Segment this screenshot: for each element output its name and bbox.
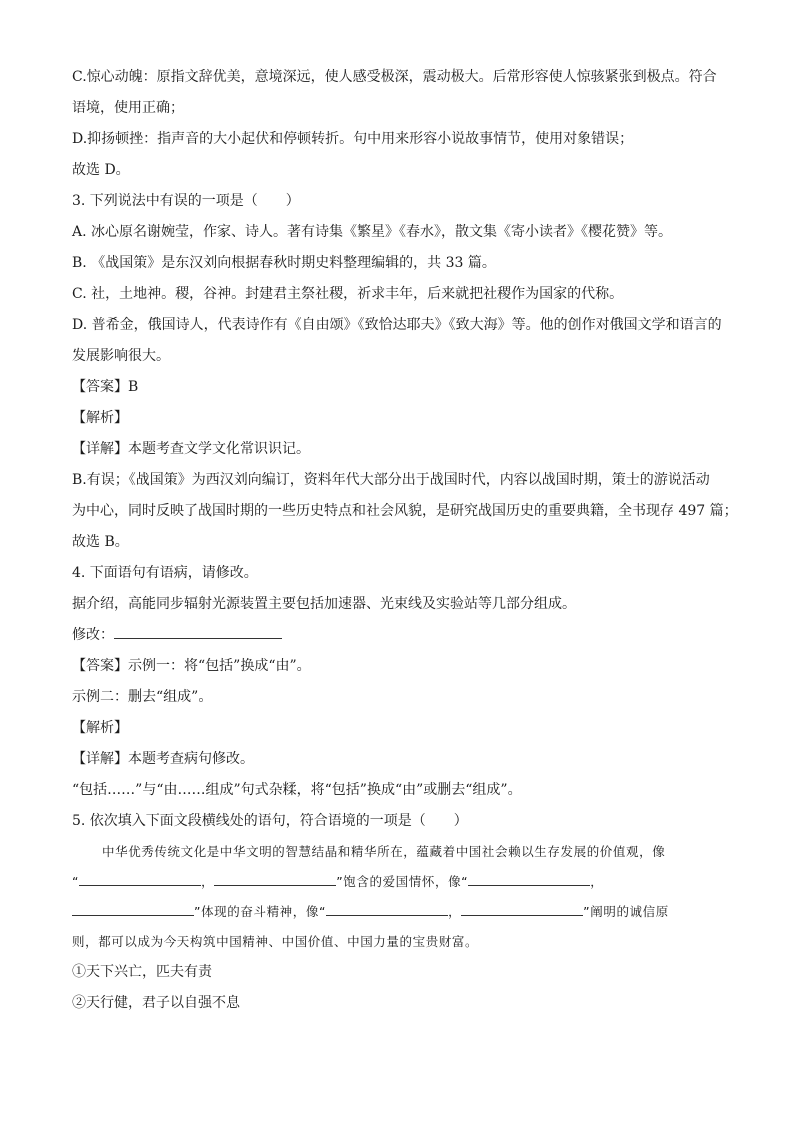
q2-option-c-line1: C.惊心动魄：原指文辞优美，意境深远，使人感受极深，震动极大。后常形容使人惊骇紧张到极点。符合 [72,69,717,85]
q4-answer1 [72,651,732,682]
answer-tag: 【答案】 [72,379,128,395]
q5-blank-6[interactable] [461,903,583,916]
q4-sentence: 据介绍，高能同步辐射光源装置主要包括加速器、光束线及实验站等几部分组成。 [72,596,576,612]
quote-open: “ [72,874,80,889]
q3-option-d-line1: D. 普希金，俄国诗人，代表诗作有《自由颂》《致恰达耶夫》《致大海》等。他的创作对俄国文学和语言的 [72,317,722,333]
answer-tag: 【答案】 [72,658,128,674]
q5-passage-line4: 则，都可以成为今天构筑中国精神、中国价值、中国力量的宝贵财富。 [72,934,479,949]
q4-detail [72,744,732,775]
q3-answer [72,372,732,403]
q4-revise-row [72,620,732,651]
detail-tag: 【详解】 [72,751,128,767]
q3-explanation-line2: 为中心，同时反映了战国时期的一些历史特点和社会风貌，是研究战国历史的重要典籍，全书现存 497 篇； [72,503,738,519]
q5-option-2: ②天行健，君子以自强不息 [72,995,240,1011]
document-page [72,62,738,1019]
q5-blank-4[interactable] [72,903,194,916]
passage-text: ”饱含的爱国情怀，像“ [336,874,469,889]
q4-answer1-text: 示例一：将“包括”换成“由”。 [128,658,311,674]
q4-stem: 4. 下面语句有语病，请修改。 [72,565,258,581]
q3-detail-text: 本题考查文学文化常识识记。 [128,441,310,457]
q5-blank-2[interactable] [214,873,336,886]
q4-revise-blank[interactable] [114,626,282,639]
q2-option-c-line2: 语境，使用正确； [72,100,184,116]
comma: ， [590,874,604,889]
q4-analysis-tag: 【解析】 [72,720,128,736]
q2-choice: 故选 D。 [72,162,130,178]
q4-detail-text: 本题考查病句修改。 [128,751,254,767]
q3-explanation-line1: B.有误；《战国策》为西汉刘向编订，资料年代大部分出于战国时代，内容以战国时期，策士的游说活动 [72,472,710,488]
q3-analysis-tag: 【解析】 [72,410,128,426]
q5-passage-line1: 中华优秀传统文化是中华文明的智慧结晶和精华所在，蕴藏着中国社会赖以生存发展的价值观，像 [102,844,666,859]
q5-option-1: ①天下兴亡，匹夫有责 [72,964,212,980]
q4-answer2: 示例二：删去“组成”。 [72,689,213,705]
q3-option-d-line2: 发展影响很大。 [72,348,170,364]
q5-blank-1[interactable] [79,873,201,886]
q5-stem: 5. 依次填入下面文段横线处的语句，符合语境的一项是（ ） [72,813,468,829]
q3-answer-value: B [128,379,139,395]
passage-text: ”阐明的诚信原 [583,904,669,919]
comma: ， [448,904,462,919]
q3-detail [72,434,732,465]
q5-passage-line2 [72,867,732,897]
q5-blank-5[interactable] [326,903,448,916]
q5-passage-line3 [72,897,732,927]
q3-stem: 3. 下列说法中有误的一项是（ ） [72,193,300,209]
q3-option-c: C. 社，土地神。稷，谷神。封建君主祭社稷，祈求丰年，后来就把社稷作为国家的代称。 [72,286,624,302]
q4-explanation: “包括……”与“由……组成”句式杂糅，将“包括”换成“由”或删去“组成”。 [72,782,522,798]
detail-tag: 【详解】 [72,441,128,457]
comma: ， [201,874,215,889]
q3-option-b: B. 《战国策》是东汉刘向根据春秋时期史料整理编辑的，共 33 篇。 [72,255,496,271]
q3-option-a: A. 冰心原名谢婉莹，作家、诗人。著有诗集《繁星》《春水》，散文集《寄小读者》《樱花赞》等。 [72,224,673,240]
q4-revise-label: 修改： [72,627,114,643]
passage-text: ”体现的奋斗精神，像“ [194,904,327,919]
q5-blank-3[interactable] [468,873,590,886]
q3-choice: 故选 B。 [72,534,129,550]
q2-option-d: D.抑扬顿挫：指声音的大小起伏和停顿转折。句中用来形容小说故事情节，使用对象错误； [72,131,634,147]
